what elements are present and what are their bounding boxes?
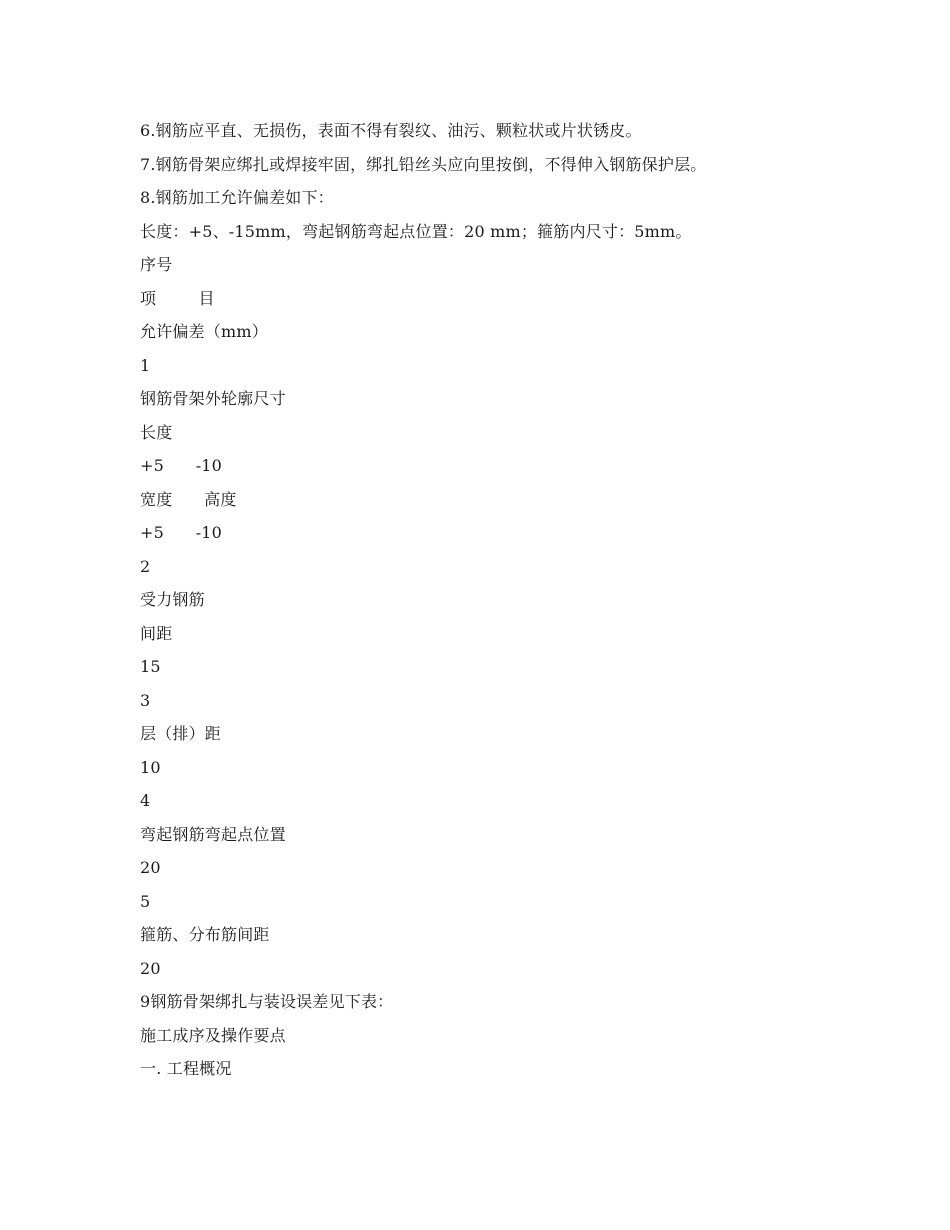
- table-cell: 2: [140, 556, 151, 576]
- table-cell: 5: [140, 891, 151, 911]
- table-cell: 间距: [140, 623, 173, 643]
- table-cell: 4: [140, 791, 151, 810]
- table-cell: 20: [140, 958, 161, 978]
- table-cell: 受力钢筋: [140, 590, 205, 609]
- table-header-tolerance: 允许偏差（mm）: [140, 322, 268, 341]
- table-cell: 长度: [140, 422, 173, 442]
- table-header-index: 序号: [140, 255, 173, 274]
- tolerance-summary: 长度：+5、-15mm，弯起钢筋弯起点位置：20 mm；箍筋内尺寸：5mm。: [140, 221, 692, 241]
- table-cell: +5 -10: [140, 456, 223, 475]
- table-cell: 宽度 高度: [140, 489, 237, 509]
- paragraph-item-6: 6.钢筋应平直、无损伤，表面不得有裂纹、油污、颗粒状或片状锈皮。: [140, 121, 642, 140]
- table-cell: +5 -10: [140, 523, 223, 542]
- table-cell: 弯起钢筋弯起点位置: [140, 824, 286, 844]
- table-cell: 箍筋、分布筋间距: [140, 925, 270, 944]
- document-body: [140, 114, 840, 1086]
- section-heading: 一. 工程概况: [140, 1059, 232, 1078]
- table-cell: 钢筋骨架外轮廓尺寸: [140, 389, 286, 408]
- table-cell: 20: [140, 858, 161, 877]
- paragraph-item-7: 7.钢筋骨架应绑扎或焊接牢固，绑扎铅丝头应向里按倒，不得伸入钢筋保护层。: [140, 154, 707, 174]
- paragraph-item-8: 8.钢筋加工允许偏差如下：: [140, 188, 334, 207]
- paragraph-item-9: 9钢筋骨架绑扎与装设误差见下表：: [140, 992, 394, 1011]
- table-cell: 15: [140, 657, 161, 676]
- table-cell: 3: [140, 690, 151, 710]
- table-cell: 1: [140, 355, 151, 375]
- table-header-item: 项 目: [140, 288, 215, 308]
- section-heading: 施工成序及操作要点: [140, 1025, 286, 1045]
- table-cell: 10: [140, 757, 161, 777]
- table-cell: 层（排）距: [140, 724, 222, 743]
